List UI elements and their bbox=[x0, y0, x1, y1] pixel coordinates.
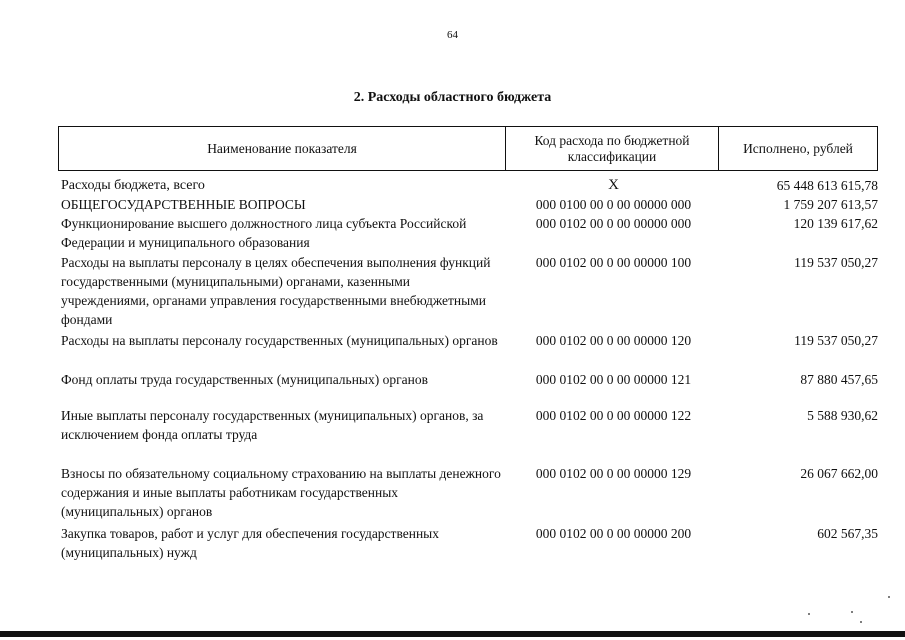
scan-edge-rule bbox=[0, 631, 905, 637]
row-amount: 65 448 613 615,78 bbox=[776, 178, 878, 193]
row-code: 000 0102 00 0 00 00000 122 bbox=[535, 408, 692, 423]
row-amount: 119 537 050,27 bbox=[794, 255, 878, 270]
row-name: Фонд оплаты труда государственных (муниципальных) органов bbox=[61, 372, 428, 387]
row-amount: 120 139 617,62 bbox=[793, 216, 878, 231]
row-amount: 1 759 207 613,57 bbox=[783, 197, 878, 212]
row-name: Функционирование высшего должностного лица субъекта Российской Федерации и муниципального образования bbox=[61, 216, 467, 250]
header-amount: Исполнено, рублей bbox=[743, 140, 853, 156]
row-name: Закупка товаров, работ и услуг для обеспечения государственных (муниципальных) нужд bbox=[61, 526, 440, 560]
section-title: 2. Расходы областного бюджета bbox=[353, 90, 552, 105]
row-code: 000 0102 00 0 00 00000 129 bbox=[535, 466, 692, 481]
scan-speck bbox=[860, 621, 862, 623]
row-amount: 87 880 457,65 bbox=[800, 372, 878, 387]
row-name: Взносы по обязательному социальному страхованию на выплаты денежного содержания и иные выплаты работникам государственных (муниципальных) органов bbox=[61, 466, 501, 519]
row-code: 000 0102 00 0 00 00000 000 bbox=[535, 216, 692, 231]
scan-speck bbox=[851, 611, 853, 613]
header-name: Наименование показателя bbox=[59, 127, 506, 170]
row-name: Расходы на выплаты персоналу государственных (муниципальных) органов bbox=[61, 333, 498, 348]
row-amount: 119 537 050,27 bbox=[794, 333, 878, 348]
row-name: Расходы бюджета, всего bbox=[61, 178, 205, 193]
row-code: 000 0102 00 0 00 00000 121 bbox=[535, 372, 692, 387]
row-code: 000 0102 00 0 00 00000 120 bbox=[535, 333, 692, 348]
table-header bbox=[58, 126, 878, 171]
row-amount: 602 567,35 bbox=[817, 526, 878, 541]
row-name: Расходы на выплаты персоналу в целях обеспечения выполнения функций государственными (муниципальными) органами, казенными учреждениями, органами управления государственными внебюджетными фондами bbox=[61, 255, 491, 327]
row-name: ОБЩЕГОСУДАРСТВЕННЫЕ ВОПРОСЫ bbox=[61, 197, 306, 212]
scan-speck bbox=[888, 596, 890, 598]
row-code: 000 0102 00 0 00 00000 200 bbox=[535, 526, 692, 541]
header-code: Код расхода по бюджетной классификации bbox=[506, 127, 719, 170]
row-code: 000 0100 00 0 00 00000 000 bbox=[535, 197, 692, 212]
row-amount: 5 588 930,62 bbox=[807, 408, 878, 423]
row-code: X bbox=[608, 177, 619, 193]
row-amount: 26 067 662,00 bbox=[800, 466, 878, 481]
row-name: Иные выплаты персоналу государственных (муниципальных) органов, за исключением фонда оплаты труда bbox=[61, 408, 484, 442]
scan-speck bbox=[808, 613, 810, 615]
page-number: 64 bbox=[447, 29, 458, 41]
row-code: 000 0102 00 0 00 00000 100 bbox=[535, 255, 692, 270]
